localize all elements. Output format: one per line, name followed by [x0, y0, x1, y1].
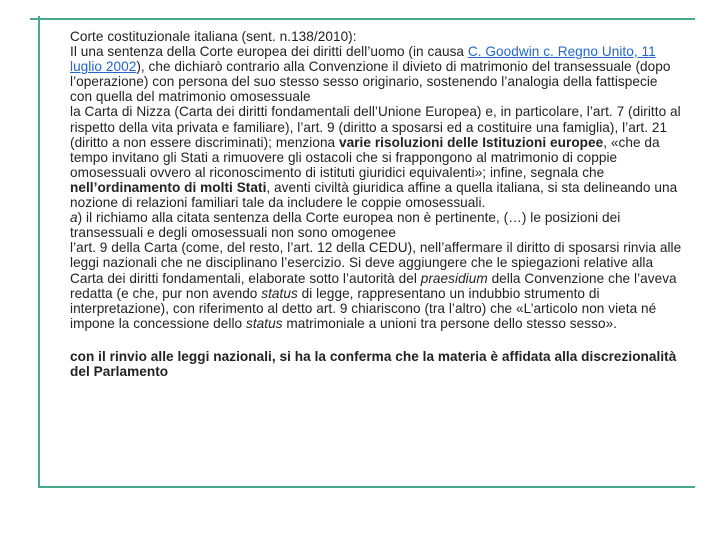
- spacer: [70, 331, 682, 349]
- paragraph-art9: [70, 240, 682, 331]
- italic-text: praesidium: [420, 270, 488, 286]
- text-run: della Convenzione che l’aveva redatta (e che, pur non avendo: [70, 270, 677, 301]
- paragraph-goodwin: [70, 44, 682, 104]
- italic-text: status: [245, 315, 283, 331]
- bottom-rule: [38, 486, 695, 488]
- text-run: di legge, rappresentano un indubbio strumento di interpretazione), con riferimento al detto art. 9 chiariscono (tra l’altro) che «L’articolo non vieta né impone la concessione dello: [70, 285, 657, 331]
- left-rule: [38, 16, 40, 488]
- top-rule: [30, 18, 695, 20]
- case-link[interactable]: C. Goodwin c. Regno Unito, 11 luglio 2002: [70, 44, 656, 75]
- text-run: l’art. 9 della Carta (come, del resto, l’art. 12 della CEDU), nell’affermare il diritto di sposarsi rinvia alle leggi nazionali che ne disciplinano l’esercizio. Si deve aggiungere che le spiegazioni relative alla Carta dei diritti fondamentali, elaborate sotto l’autorità del: [70, 240, 682, 286]
- text-run: matrimoniale a unioni tra persone dello stesso sesso».: [282, 315, 618, 331]
- italic-text: status: [261, 285, 298, 301]
- slide-body: [70, 29, 682, 379]
- text-run: , «che da tempo invitano gli Stati a rimuovere gli ostacoli che si frappongono al matrimonio di coppie omosessuali ovvero al riconoscimento di istituti giuridici equivalenti»; infine, segnala che: [70, 134, 660, 180]
- bold-text: varie risoluzioni delle Istituzioni europee: [339, 134, 604, 150]
- paragraph-nizza: [70, 104, 682, 210]
- paragraph-richiamo: [70, 210, 682, 240]
- paragraph-heading: Corte costituzionale italiana (sent. n.138/2010):: [70, 29, 357, 44]
- italic-text: a: [70, 210, 78, 226]
- paragraph-conclusion: [70, 349, 682, 379]
- text-run: ) il richiamo alla citata sentenza della Corte europea non è pertinente, (…) le posizioni dei transessuali e degli omosessuali non sono omogenee: [70, 210, 621, 241]
- text-run: , aventi civiltà giuridica affine a quella italiana, si sta delineando una nozione di relazioni familiari tale da includere le coppie omosessuali.: [70, 179, 678, 211]
- bold-text: con il rinvio alle leggi nazionali, si ha la conferma che la materia è affidata alla discrezionalità del Parlamento: [70, 348, 677, 379]
- bold-text: nell’ordinamento di molti Stati: [70, 179, 267, 195]
- text-run: Il una sentenza della Corte europea dei diritti dell’uomo (in causa: [70, 44, 468, 60]
- text-run: la Carta di Nizza (Carta dei diritti fondamentali dell’Unione Europea) e, in particolare, l’art. 7 (diritto al rispetto della vita privata e familiare), l’art. 9 (diritto a sposarsi ed a costituire una famiglia), l’art. 21 (diritto a non essere discriminati); menziona: [70, 104, 681, 150]
- text-run: ), che dichiarò contrario alla Convenzione il divieto di matrimonio del transessuale (dopo l’operazione) con persona del suo stesso sesso originario, sostenendo l’analogia della fattispecie con quella del matrimonio omosessuale: [70, 59, 671, 105]
